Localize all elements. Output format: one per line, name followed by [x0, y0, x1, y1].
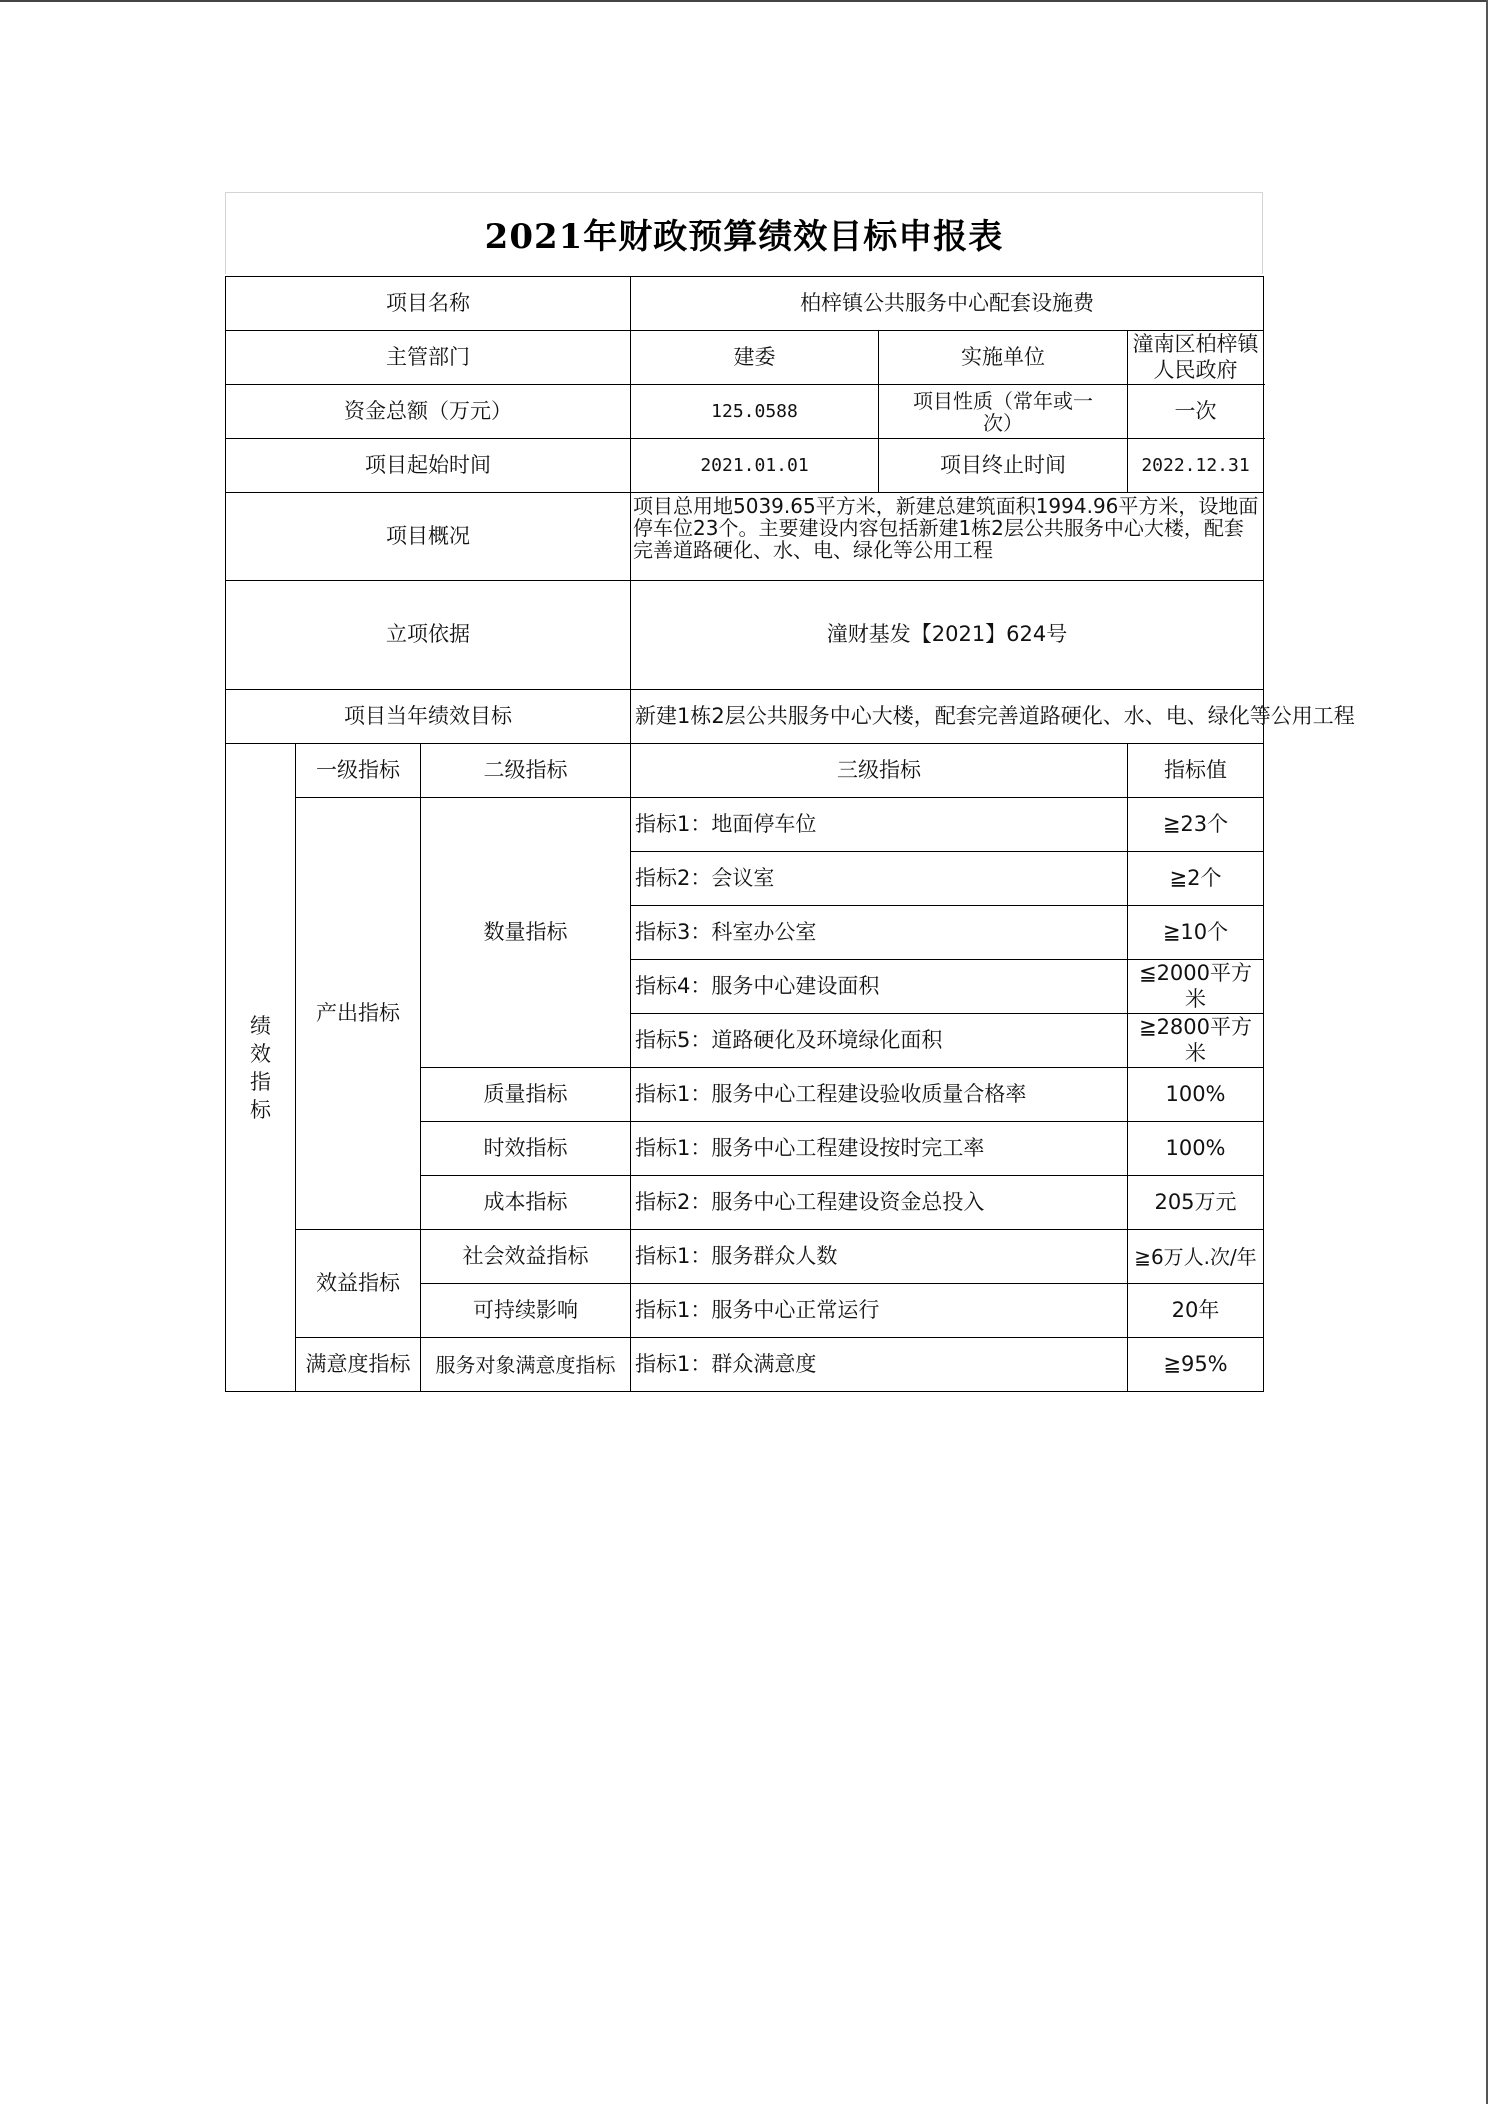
indicator-value: ≧95% [1128, 1338, 1264, 1392]
label-project-nature: 项目性质（常年或一次） [879, 385, 1128, 439]
level1-satisfaction: 满意度指标 [296, 1338, 421, 1392]
level2-cost: 成本指标 [421, 1176, 631, 1230]
indicator-name: 指标1：服务中心工程建设按时完工率 [631, 1122, 1128, 1176]
indicator-value: ≧23个 [1128, 798, 1264, 852]
label-start-time: 项目起始时间 [226, 439, 631, 493]
indicator-name: 指标2：服务中心工程建设资金总投入 [631, 1176, 1128, 1230]
header-value: 指标值 [1128, 744, 1264, 798]
indicator-name: 指标2：会议室 [631, 852, 1128, 906]
level2-quality: 质量指标 [421, 1068, 631, 1122]
indicator-value: 20年 [1128, 1284, 1264, 1338]
indicator-value: 205万元 [1128, 1176, 1264, 1230]
indicator-value: 100% [1128, 1122, 1264, 1176]
table-row [226, 1230, 1264, 1284]
label-end-time: 项目终止时间 [879, 439, 1128, 493]
indicator-name: 指标5：道路硬化及环境绿化面积 [631, 1014, 1128, 1068]
indicator-name: 指标1：服务中心工程建设验收质量合格率 [631, 1068, 1128, 1122]
value-basis: 潼财基发【2021】624号 [631, 581, 1264, 690]
row-time [226, 439, 1264, 493]
label-project-name: 项目名称 [226, 277, 631, 331]
row-funds [226, 385, 1264, 439]
performance-indicators-text: 绩效指标 [250, 1013, 271, 1122]
row-annual-goal [226, 690, 1264, 744]
value-annual-goal: 新建1栋2层公共服务中心大楼，配套完善道路硬化、水、电、绿化等公用工程 [631, 690, 1264, 744]
label-annual-goal: 项目当年绩效目标 [226, 690, 631, 744]
title-box [225, 192, 1263, 274]
value-end-time: 2022.12.31 [1128, 439, 1264, 493]
scan-top-edge [0, 0, 1488, 2]
label-basis: 立项依据 [226, 581, 631, 690]
row-overview [226, 493, 1264, 581]
level1-output: 产出指标 [296, 798, 421, 1230]
value-project-name: 柏梓镇公共服务中心配套设施费 [631, 277, 1264, 331]
indicator-value: ≧10个 [1128, 906, 1264, 960]
label-performance-indicators [226, 744, 296, 1392]
indicator-name: 指标1：地面停车位 [631, 798, 1128, 852]
table-row [226, 798, 1264, 852]
header-level1: 一级指标 [296, 744, 421, 798]
indicator-value: ≧6万人.次/年 [1128, 1230, 1264, 1284]
document-title: 2021年财政预算绩效目标申报表 [484, 217, 1004, 257]
indicator-value: 100% [1128, 1068, 1264, 1122]
value-overview: 项目总用地5039.65平方米，新建总建筑面积1994.96平方米，设地面停车位23个。主要建设内容包括新建1栋2层公共服务中心大楼，配套完善道路硬化、水、电、绿化等公用工程 [631, 493, 1264, 581]
header-level3: 三级指标 [631, 744, 1128, 798]
level2-sustain: 可持续影响 [421, 1284, 631, 1338]
indicator-name: 指标4：服务中心建设面积 [631, 960, 1128, 1014]
label-overview: 项目概况 [226, 493, 631, 581]
indicator-name: 指标3：科室办公室 [631, 906, 1128, 960]
indicator-name: 指标1：服务群众人数 [631, 1230, 1128, 1284]
label-total-funds: 资金总额（万元） [226, 385, 631, 439]
label-implementer: 实施单位 [879, 331, 1128, 385]
indicator-name: 指标1：服务中心正常运行 [631, 1284, 1128, 1338]
value-total-funds: 125.0588 [631, 385, 879, 439]
label-department: 主管部门 [226, 331, 631, 385]
budget-performance-table [225, 276, 1355, 1392]
indicator-name: 指标1：群众满意度 [631, 1338, 1128, 1392]
indicator-value: ≧2800平方米 [1128, 1014, 1264, 1068]
value-start-time: 2021.01.01 [631, 439, 879, 493]
row-project-name [226, 277, 1264, 331]
row-indicator-headers [226, 744, 1264, 798]
indicator-value: ≦2000平方米 [1128, 960, 1264, 1014]
row-department [226, 331, 1264, 385]
level2-quantity: 数量指标 [421, 798, 631, 1068]
table-row [226, 1338, 1264, 1392]
header-level2: 二级指标 [421, 744, 631, 798]
indicator-value: ≧2个 [1128, 852, 1264, 906]
level2-timeliness: 时效指标 [421, 1122, 631, 1176]
value-department: 建委 [631, 331, 879, 385]
value-project-nature: 一次 [1128, 385, 1264, 439]
level2-service-satisfaction: 服务对象满意度指标 [421, 1338, 631, 1392]
level2-social: 社会效益指标 [421, 1230, 631, 1284]
level1-benefit: 效益指标 [296, 1230, 421, 1338]
row-basis [226, 581, 1264, 690]
value-implementer: 潼南区柏梓镇人民政府 [1128, 331, 1264, 385]
